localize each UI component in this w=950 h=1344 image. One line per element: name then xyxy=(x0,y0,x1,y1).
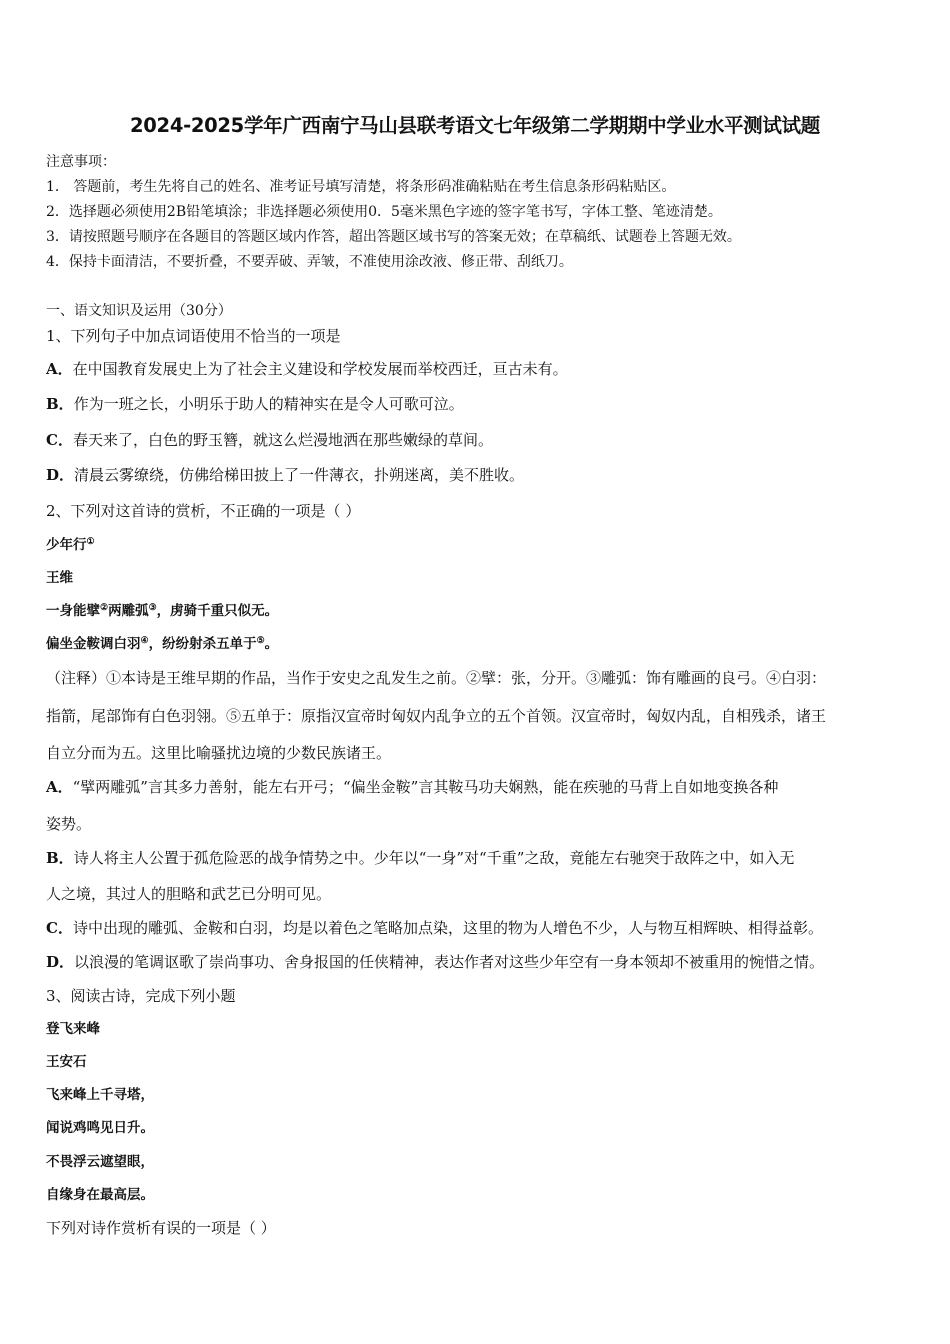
question-stem: 3、阅读古诗，完成下列小题 xyxy=(46,987,236,1005)
poem-title: 少年行① xyxy=(46,537,95,553)
option-label: C． xyxy=(46,431,73,449)
poem-text: 两雕弧 xyxy=(108,603,149,619)
section-heading: 一、语文知识及运用（30分） xyxy=(46,303,232,319)
option-a xyxy=(46,777,778,797)
option-text: 诗中出现的雕弧、金鞍和白羽，均是以着色之笔略加点染，这里的物为人增色不少，人与物互相辉映、相得益彰。 xyxy=(72,919,823,937)
option-text: 作为一班之长，小明乐于助人的精神实在是令人可歌可泣。 xyxy=(73,395,464,413)
option-text: 春天来了，白色的野玉簪，就这么烂漫地洒在那些嫩绿的草间。 xyxy=(72,431,493,449)
option-a xyxy=(46,359,568,379)
option-label: A． xyxy=(46,360,73,378)
poem-line: 自缘身在最高层。 xyxy=(46,1187,154,1203)
option-text: 清晨云雾缭绕，仿佛给梯田披上了一件薄衣，扑朔迷离，美不胜收。 xyxy=(74,466,525,484)
poem-line: 不畏浮云遮望眼， xyxy=(46,1154,154,1170)
notice-item: 4．保持卡面清洁，不要折叠，不要弄破、弄皱，不准使用涂改液、修正带、刮纸刀。 xyxy=(46,254,573,270)
option-label: C． xyxy=(46,919,73,937)
option-label: A． xyxy=(46,778,73,796)
poem-line: 飞来峰上千寻塔， xyxy=(46,1087,154,1103)
poem-title: 登飞来峰 xyxy=(46,1021,100,1037)
poem-line: 闻说鸡鸣见日升。 xyxy=(46,1120,154,1136)
poem-author: 王维 xyxy=(46,570,73,586)
option-label: D． xyxy=(46,466,75,484)
poem-text: ，纷纷射杀五单于 xyxy=(148,636,257,652)
option-label: B． xyxy=(46,849,74,867)
poem-line: 一身能擘②两雕弧③，虏骑千重只似无。 xyxy=(46,603,279,619)
poem-text: 一身能擘 xyxy=(46,603,100,619)
annotation-line: （注释）①本诗是王维早期的作品，当作于安史之乱发生之前。②擘：张，分开。③雕弧：饰有雕画的良弓。④白羽： xyxy=(46,669,827,687)
option-text: 人之境，其过人的胆略和武艺已分明可见。 xyxy=(46,885,332,903)
option-label: D． xyxy=(46,953,75,971)
notice-item: 3．请按照题号顺序在各题目的答题区域内作答，超出答题区域书写的答案无效；在草稿纸、试题卷上答题无效。 xyxy=(46,229,741,245)
sub-question-stem: 下列对诗作赏析有误的一项是（ ） xyxy=(46,1219,276,1237)
option-text: 诗人将主人公置于孤危险恶的战争情势之中。少年以“一身”对“千重”之敌，竟能左右驰突于敌阵之中，如入无 xyxy=(73,849,795,867)
option-text: 以浪漫的笔调讴歌了崇尚事功、舍身报国的任侠精神，表达作者对这些少年空有一身本领却不被重用的惋惜之情。 xyxy=(74,953,825,971)
option-d xyxy=(46,952,824,972)
notice-item: 1． 答题前，考生先将自己的姓名、准考证号填写清楚，将条形码准确粘贴在考生信息条形码粘贴区。 xyxy=(46,179,676,195)
poem-line: 偏坐金鞍调白羽④，纷纷射杀五单于⑤。 xyxy=(46,636,279,652)
poem-text: 。 xyxy=(264,636,279,652)
annotation-line: 自立分而为五。这里比喻骚扰边境的少数民族诸王。 xyxy=(46,744,392,762)
poem-text: ，虏骑千重只似无。 xyxy=(156,603,279,619)
annotation-line: 指箭，尾部饰有白色羽翎。⑤五单于：原指汉宣帝时匈奴内乱争立的五个首领。汉宣帝时，匈奴内乱，自相残杀，诸王 xyxy=(46,707,827,725)
option-b xyxy=(46,848,794,868)
question-stem: 1、下列句子中加点词语使用不恰当的一项是 xyxy=(46,327,341,345)
poem-author: 王安石 xyxy=(46,1054,87,1070)
notice-item: 2．选择题必须使用2B铅笔填涂；非选择题必须使用0．5毫米黑色字迹的签字笔书写，字体工整、笔迹清楚。 xyxy=(46,204,722,220)
poem-title-text: 少年行 xyxy=(46,537,87,553)
question-stem: 2、下列对这首诗的赏析，不正确的一项是（ ） xyxy=(46,502,361,520)
option-c xyxy=(46,918,823,938)
option-label: B． xyxy=(46,395,74,413)
option-c xyxy=(46,430,493,450)
option-b xyxy=(46,394,464,414)
option-text: 姿势。 xyxy=(46,815,92,833)
option-d xyxy=(46,465,524,485)
option-text: “擘两雕弧”言其多力善射，能左右开弓；“偏坐金鞍”言其鞍马功夫娴熟，能在疾驰的马背上自如地变换各种 xyxy=(72,778,779,796)
page-title: 2024-2025学年广西南宁马山县联考语文七年级第二学期期中学业水平测试试题 xyxy=(130,114,820,137)
option-text: 在中国教育发展史上为了社会主义建设和学校发展而举校西迁，亘古未有。 xyxy=(72,360,568,378)
poem-text: 偏坐金鞍调白羽 xyxy=(46,636,141,652)
notice-heading: 注意事项： xyxy=(46,154,116,170)
